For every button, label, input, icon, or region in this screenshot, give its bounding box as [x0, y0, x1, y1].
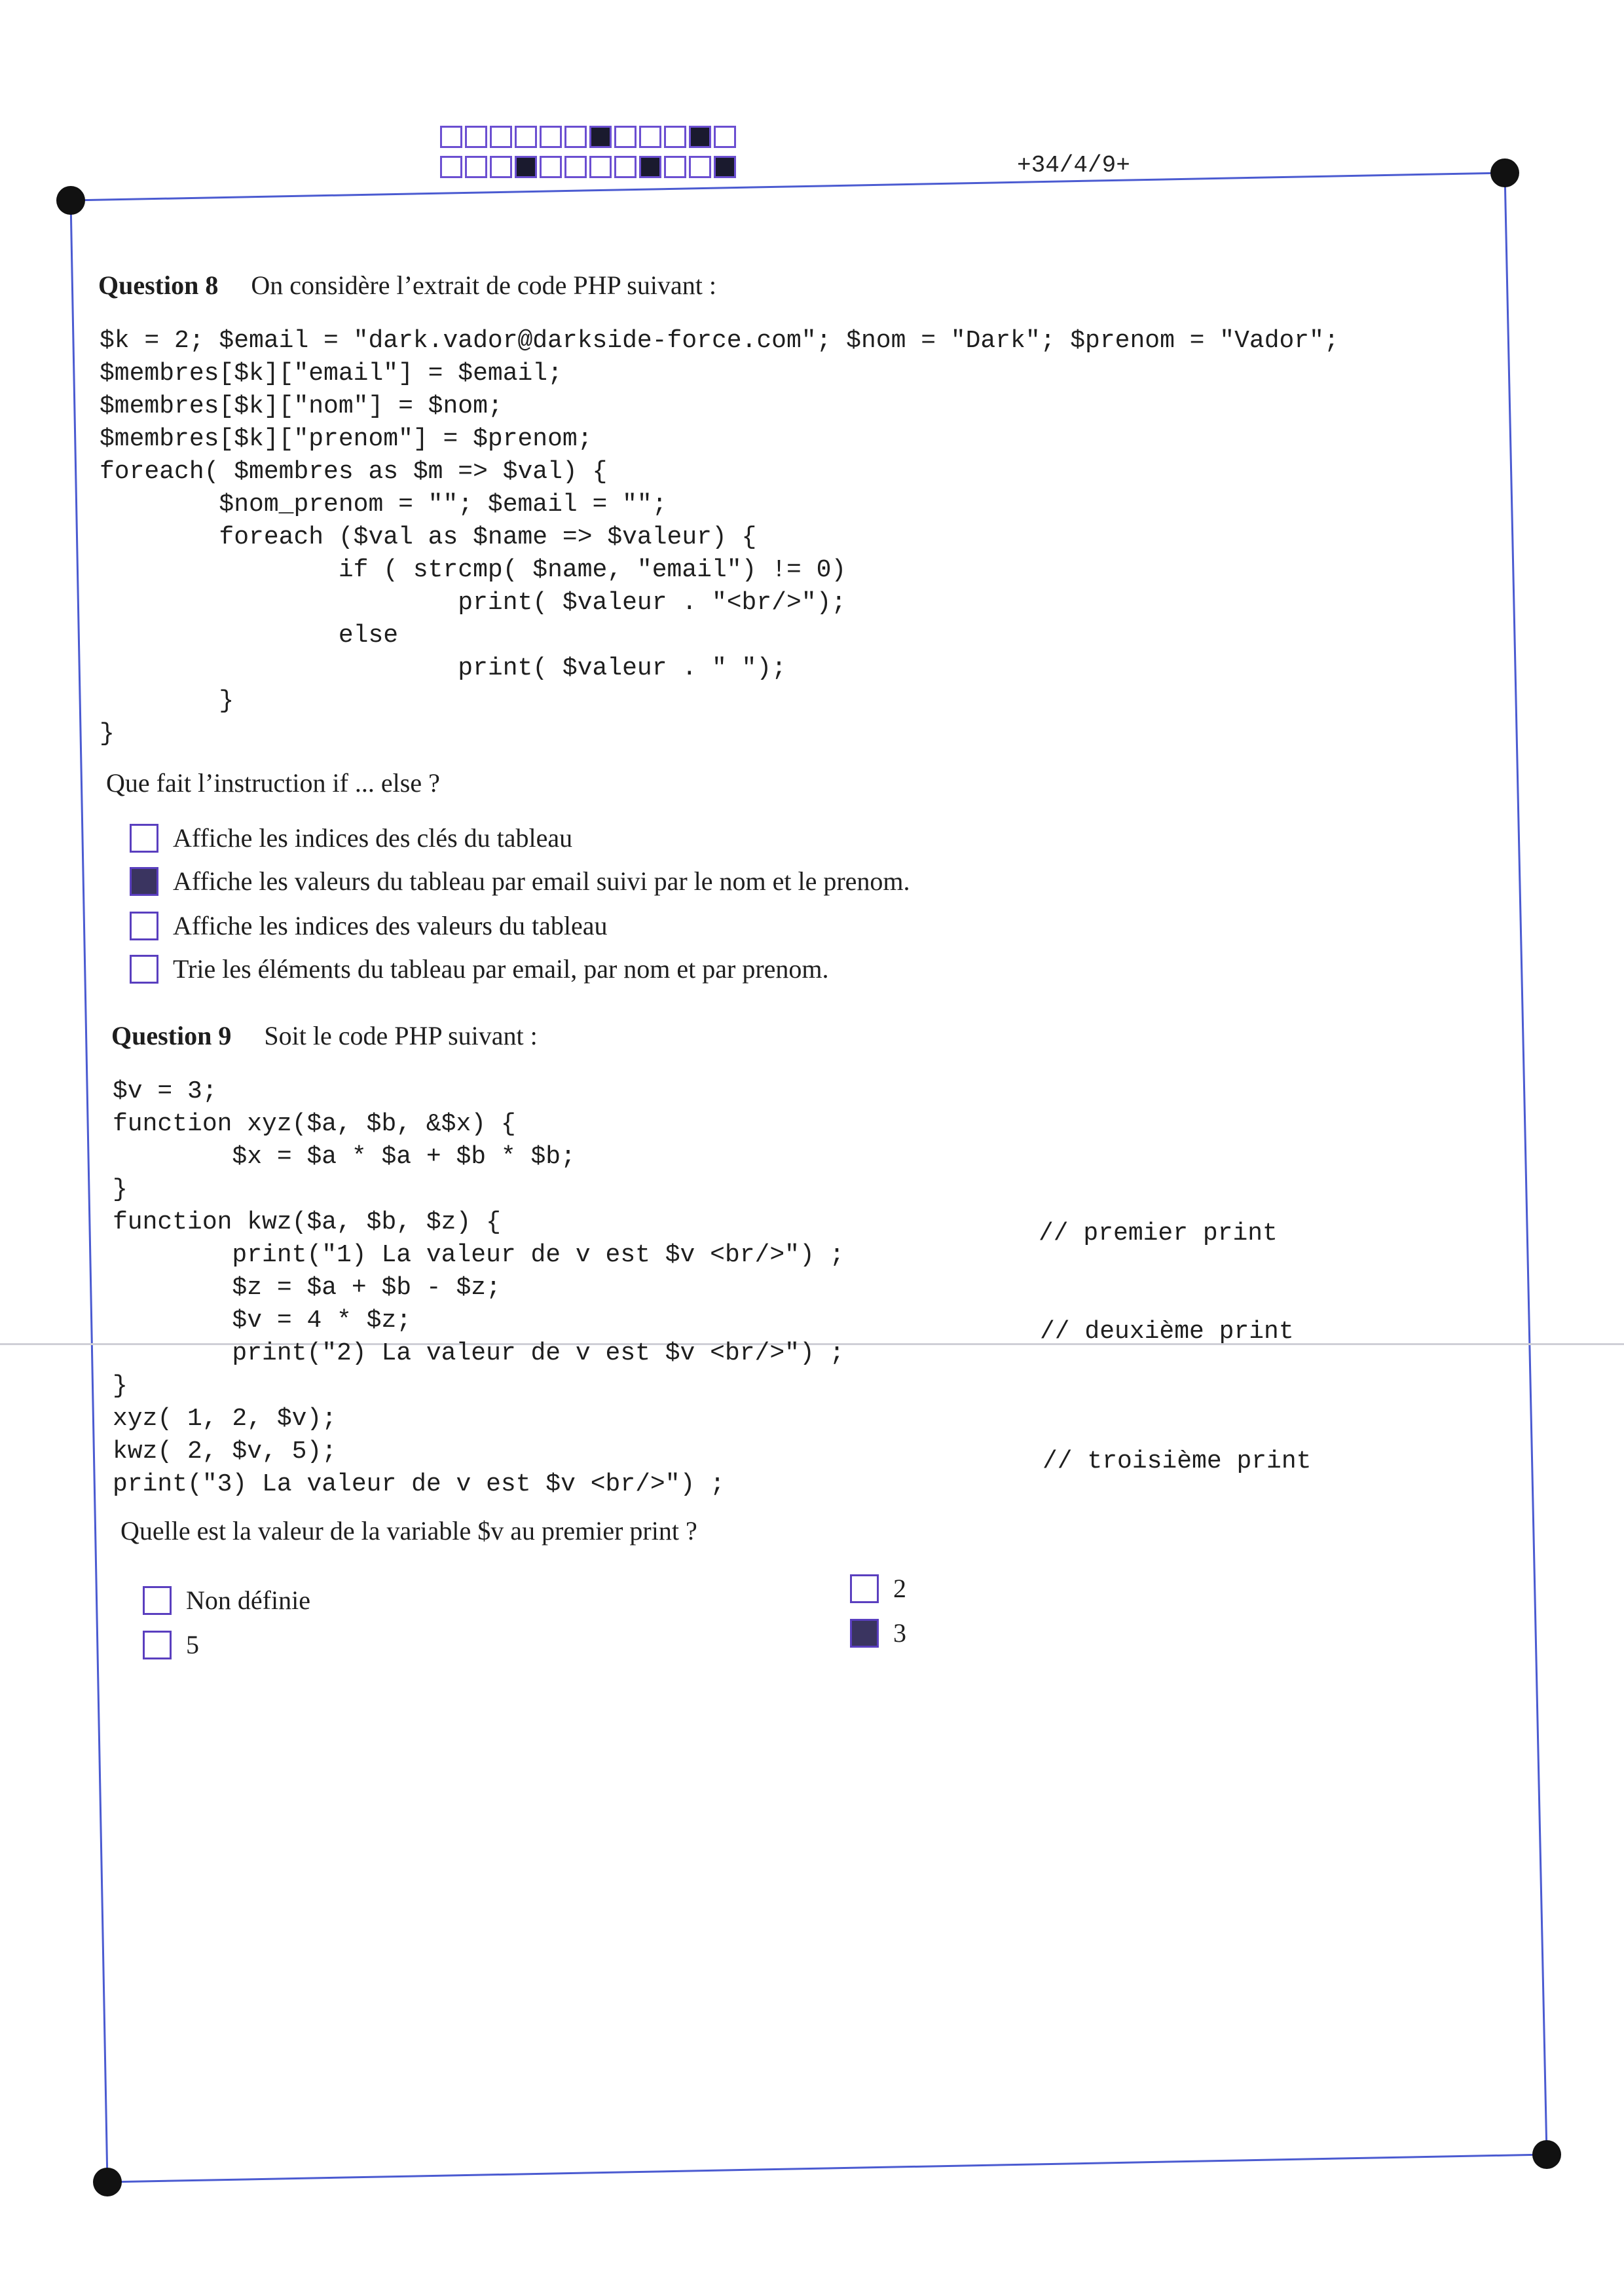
question-9-title: Soit le code PHP suivant :	[264, 1021, 538, 1050]
id-box	[490, 156, 512, 178]
question-8-code: $k = 2; $email = "dark.vador@darkside-force.com"; $nom = "Dark"; $prenom = "Vador"; $membres[$k]["email"] = $email; $membres[$k]["nom"] = $nom; $membres[$k]["prenom"] = $prenom; foreach( $membres as $m => $val) { $nom_prenom = ""; $email = ""; foreach ($val as $name => $valeur) { if ( strcmp( $name, "email") != 0) print( $valeur . "<br/>"); else print( $valeur . " "); } }	[100, 327, 1339, 748]
id-box	[714, 126, 736, 148]
question-9-number: Question 9	[111, 1021, 232, 1050]
question-9-heading	[111, 1020, 538, 1051]
question-8-prompt: Que fait l’instruction if ... else ?	[106, 768, 440, 798]
id-box	[689, 126, 711, 148]
id-box	[540, 156, 562, 178]
id-box	[664, 126, 686, 148]
student-id-boxes	[440, 126, 739, 186]
id-box	[714, 156, 736, 178]
q8-checkbox-4[interactable]	[130, 955, 158, 984]
id-box	[639, 156, 661, 178]
q9-choice-2[interactable]	[143, 1629, 199, 1660]
id-box	[465, 126, 487, 148]
q9-choice-4[interactable]	[850, 1618, 906, 1648]
question-8-number: Question 8	[98, 270, 219, 300]
q8-checkbox-3[interactable]	[130, 912, 158, 940]
q8-choice-3-label: Affiche les indices des valeurs du tableau	[173, 911, 608, 940]
id-box	[614, 156, 637, 178]
comment-deuxieme-print: // deuxième print	[1040, 1318, 1294, 1346]
comment-troisieme-print: // troisième print	[1043, 1447, 1312, 1475]
id-box	[515, 156, 537, 178]
question-9-prompt: Quelle est la valeur de la variable $v au premier print ?	[120, 1516, 697, 1546]
registration-mark-br	[1532, 2140, 1561, 2169]
q8-choice-1[interactable]	[130, 823, 572, 853]
q9-checkbox-1[interactable]	[143, 1586, 172, 1615]
id-box	[639, 126, 661, 148]
id-box	[490, 126, 512, 148]
q9-choice-3[interactable]	[850, 1573, 906, 1604]
q8-choice-3[interactable]	[130, 910, 607, 941]
question-8-title: On considère l’extrait de code PHP suivant :	[251, 270, 716, 300]
id-box	[440, 126, 462, 148]
q8-choice-4-label: Trie les éléments du tableau par email, par nom et par prenom.	[173, 954, 829, 984]
q8-choice-1-label: Affiche les indices des clés du tableau	[173, 823, 573, 853]
id-box	[515, 126, 537, 148]
q9-choice-4-label: 3	[893, 1618, 906, 1648]
id-box	[589, 156, 612, 178]
q9-checkbox-4[interactable]	[850, 1619, 879, 1648]
q8-choice-2[interactable]	[130, 866, 910, 897]
q9-checkbox-3[interactable]	[850, 1574, 879, 1603]
q9-choice-2-label: 5	[186, 1630, 199, 1659]
question-9-code: $v = 3; function xyz($a, $b, &$x) { $x = $a * $a + $b * $b; } function kwz($a, $b, $z) { print("1) La valeur de v est $v <br/>") ; $z = $a + $b - $z; $v = 4 * $z; print("2) La valeur de v est $v <br/>") ; } xyz( 1, 2, $v); kwz( 2, $v, 5); print("3) La valeur de v est $v <br/>") ;	[113, 1077, 845, 1498]
id-box	[664, 156, 686, 178]
id-box	[689, 156, 711, 178]
q8-choice-2-label: Affiche les valeurs du tableau par email suivi par le nom et le prenom.	[173, 866, 910, 896]
q8-choice-4[interactable]	[130, 954, 829, 984]
id-box	[614, 126, 637, 148]
page-id: +34/4/9+	[1017, 152, 1130, 179]
q9-choice-1[interactable]	[143, 1585, 310, 1616]
q8-checkbox-2[interactable]	[130, 867, 158, 896]
id-box	[564, 126, 587, 148]
q8-checkbox-1[interactable]	[130, 824, 158, 853]
id-box	[465, 156, 487, 178]
id-box	[589, 126, 612, 148]
id-box	[564, 156, 587, 178]
id-box-row-2	[440, 156, 739, 181]
q9-choice-1-label: Non définie	[186, 1585, 310, 1615]
q9-checkbox-2[interactable]	[143, 1631, 172, 1659]
comment-premier-print: // premier print	[1039, 1219, 1278, 1248]
question-8-heading	[98, 270, 716, 301]
registration-mark-tr	[1490, 158, 1519, 187]
registration-mark-bl	[93, 2168, 122, 2196]
id-box	[540, 126, 562, 148]
q9-choice-3-label: 2	[893, 1574, 906, 1603]
id-box-row-1	[440, 126, 739, 151]
id-box	[440, 156, 462, 178]
registration-mark-tl	[56, 186, 85, 215]
